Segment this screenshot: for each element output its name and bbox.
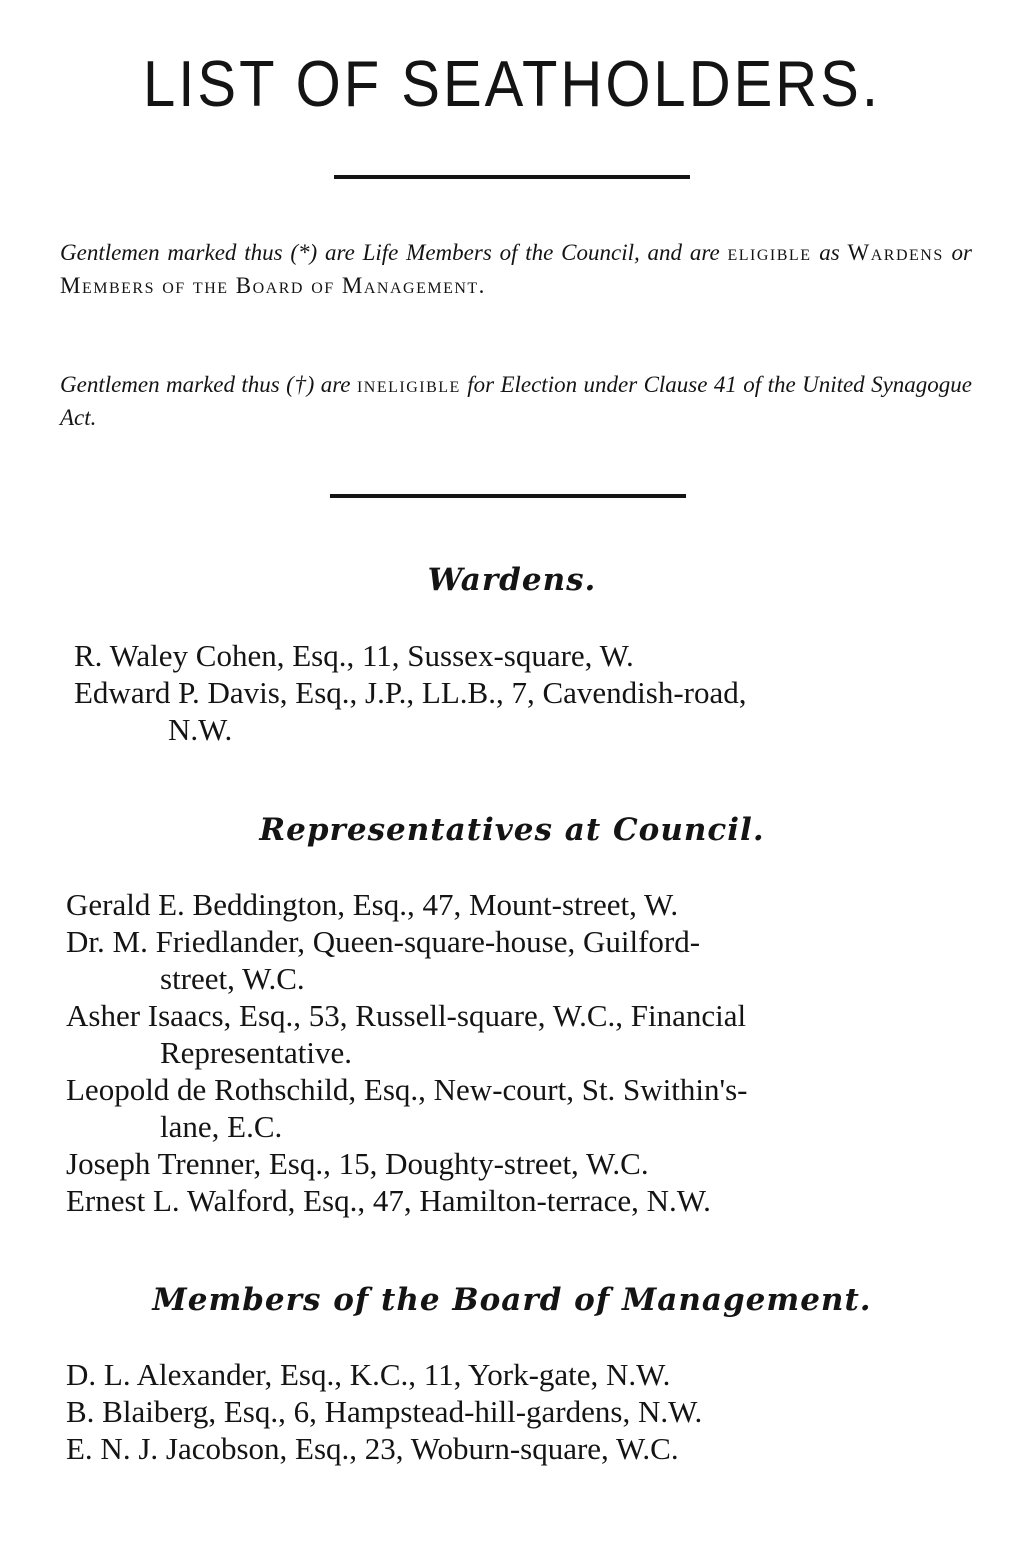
list-item (66, 997, 966, 1071)
list-item (66, 1071, 966, 1145)
divider-rule (334, 175, 690, 179)
section-heading-representatives: Representatives at Council. (259, 812, 765, 848)
note-text: eligible (727, 240, 812, 265)
life-members-note (60, 236, 972, 302)
entry-line: Dr. M. Friedlander, Queen-square-house, Guilford- (66, 924, 701, 959)
list-item (66, 886, 966, 923)
list-item (66, 1182, 966, 1219)
entry-line: D. L. Alexander, Esq., K.C., 11, York-gate, N.W. (66, 1357, 671, 1392)
entry-line: Asher Isaacs, Esq., 53, Russell-square, W.C., Financial (66, 998, 747, 1033)
divider-rule (330, 494, 686, 498)
members-list (66, 1356, 966, 1467)
entry-line: Ernest L. Walford, Esq., 47, Hamilton-terrace, N.W. (66, 1183, 711, 1218)
note-text: as (811, 240, 848, 265)
note-text: for Election under Clause 41 of the United Synagogue Act. (60, 372, 973, 430)
list-item (66, 1430, 966, 1467)
note-text: Wardens (847, 240, 944, 265)
entry-line: Joseph Trenner, Esq., 15, Doughty-street, W.C. (66, 1146, 649, 1181)
entry-line: Edward P. Davis, Esq., J.P., LL.B., 7, Cavendish-road, (74, 675, 747, 710)
entry-continuation: N.W. (168, 712, 233, 747)
entry-continuation: Representative. (160, 1035, 352, 1070)
list-item (66, 1145, 966, 1182)
ineligible-note (60, 368, 972, 434)
representatives-list (66, 886, 966, 1219)
note-text: or (943, 240, 973, 265)
page-title: LIST OF SEATHOLDERS. (143, 47, 881, 121)
note-text: ineligible (356, 372, 461, 397)
list-item (74, 674, 974, 748)
list-item (66, 1356, 966, 1393)
entry-line: R. Waley Cohen, Esq., 11, Sussex-square, W. (74, 638, 634, 673)
list-item (74, 637, 974, 674)
entry-line: E. N. J. Jacobson, Esq., 23, Woburn-square, W.C. (66, 1431, 679, 1466)
list-item (66, 923, 966, 997)
entry-continuation: street, W.C. (160, 961, 305, 996)
note-text: Gentlemen marked thus (†) are (60, 372, 357, 397)
entry-line: Gerald E. Beddington, Esq., 47, Mount-street, W. (66, 887, 679, 922)
wardens-list (74, 637, 974, 748)
note-text: Members of the Board of Management. (60, 273, 486, 298)
note-text: Gentlemen marked thus (*) are Life Members of the Council, and are (60, 240, 728, 265)
section-heading-members: Members of the Board of Management. (152, 1282, 872, 1318)
entry-continuation: lane, E.C. (160, 1109, 283, 1144)
list-item (66, 1393, 966, 1430)
entry-line: Leopold de Rothschild, Esq., New-court, St. Swithin's- (66, 1072, 748, 1107)
section-heading-wardens: Wardens. (427, 562, 597, 598)
entry-line: B. Blaiberg, Esq., 6, Hampstead-hill-gardens, N.W. (66, 1394, 703, 1429)
